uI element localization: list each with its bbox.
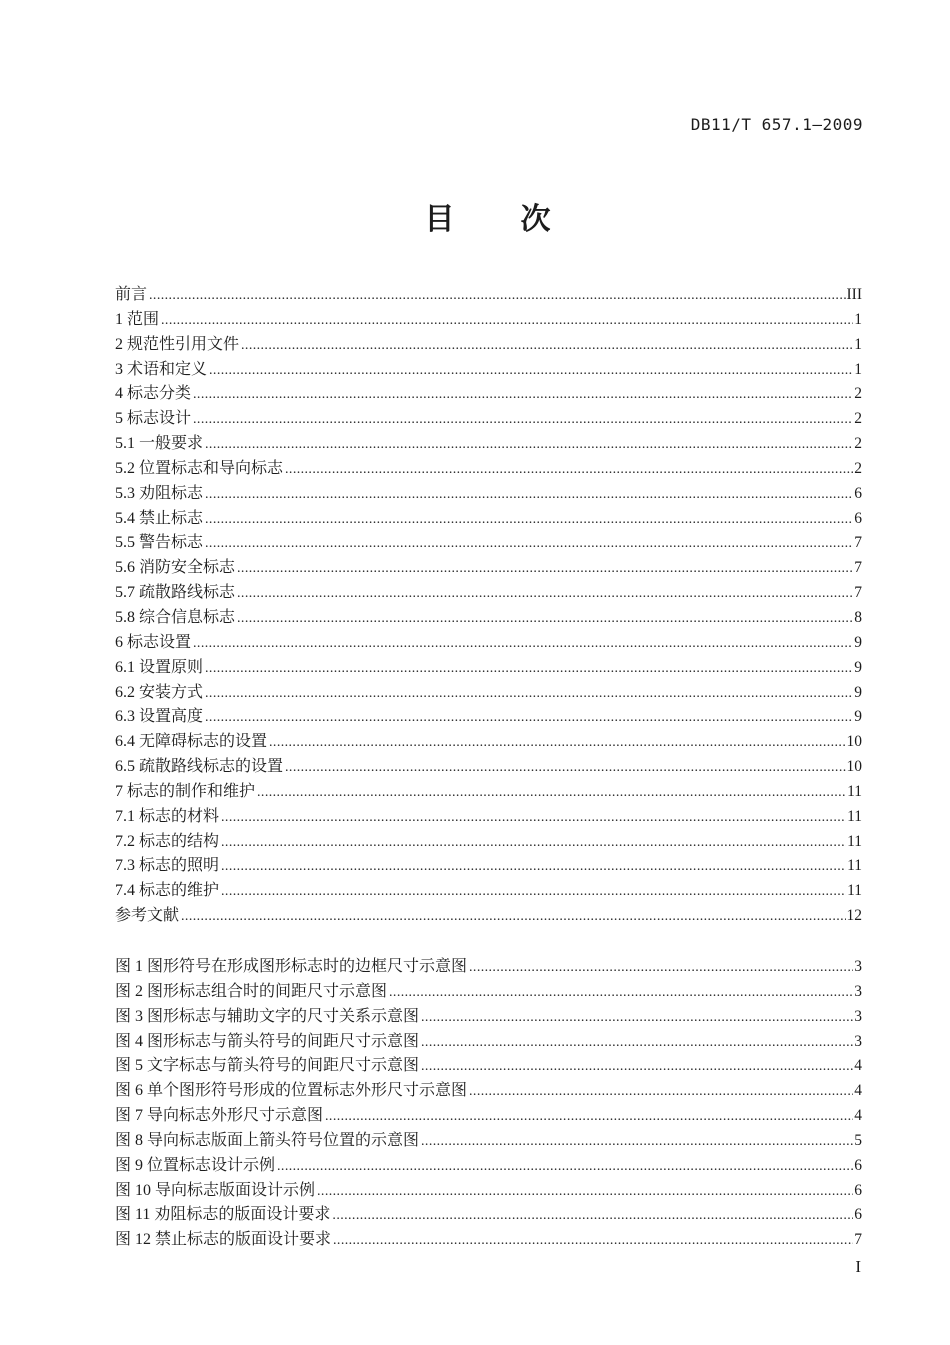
toc-figure-entry-page: 7 (854, 1231, 862, 1249)
toc-entry (115, 405, 862, 430)
toc-entry-page: 1 (854, 310, 862, 328)
toc-entry-page: 9 (854, 708, 862, 726)
toc-entry-page: 9 (854, 658, 862, 676)
toc-entry-page: 9 (854, 683, 862, 701)
toc-entry (115, 281, 862, 306)
toc-figure-entry (115, 1003, 862, 1028)
toc-entry-page: 11 (847, 857, 862, 875)
dot-leader (205, 710, 853, 726)
toc-figure-entry-page: 4 (854, 1107, 862, 1125)
toc-entry-label: 7.3 标志的照明 (115, 857, 220, 875)
toc-entry-label: 6.5 疏散路线标志的设置 (115, 758, 284, 776)
toc-entry (115, 380, 862, 405)
toc-entry-page: 11 (847, 832, 862, 850)
dot-leader (205, 686, 853, 702)
toc-figure-entry-label: 图 3 图形标志与辅助文字的尺寸关系示意图 (115, 1007, 420, 1025)
toc-figure-entry (115, 1077, 862, 1102)
toc-entry-page: 10 (846, 733, 862, 751)
toc-entry-label: 7 标志的制作和维护 (115, 782, 256, 800)
toc-entry (115, 455, 862, 480)
dot-leader (237, 561, 853, 577)
dot-leader (241, 338, 853, 354)
toc-entry (115, 728, 862, 753)
toc-figure-entry (115, 953, 862, 978)
dot-leader (221, 835, 846, 851)
toc-entry (115, 430, 862, 455)
toc-entry (115, 356, 862, 381)
dot-leader (421, 1134, 853, 1150)
dot-leader (285, 462, 853, 478)
toc-main-list (115, 281, 862, 927)
toc-entry-label: 5.7 疏散路线标志 (115, 584, 236, 602)
toc-entry (115, 505, 862, 530)
toc-entry-page: 12 (846, 907, 862, 925)
toc-entry (115, 703, 862, 728)
toc-figure-entry-label: 图 5 文字标志与箭头符号的间距尺寸示意图 (115, 1057, 420, 1075)
dot-leader (221, 810, 846, 826)
dot-leader (205, 487, 853, 503)
dot-leader (389, 985, 853, 1001)
doc-number: DB11/T 657.1—2009 (690, 115, 863, 134)
dot-leader (237, 611, 853, 627)
toc-figure-entry (115, 1102, 862, 1127)
toc-entry-label: 2 规范性引用文件 (115, 335, 240, 353)
dot-leader (205, 512, 853, 528)
toc-entry-label: 5 标志设计 (115, 410, 192, 428)
toc-entry-page: 6 (854, 509, 862, 527)
toc-entry-label: 参考文献 (115, 907, 180, 925)
toc-figure-entry (115, 1226, 862, 1251)
dot-leader (469, 1084, 853, 1100)
toc-entry-page: 2 (854, 385, 862, 403)
toc-figure-entry-label: 图 9 位置标志设计示例 (115, 1156, 276, 1174)
toc-entry-page: 7 (854, 584, 862, 602)
toc-figure-entry-label: 图 8 导向标志版面上箭头符号位置的示意图 (115, 1131, 420, 1149)
toc-figure-entry-label: 图 1 图形符号在形成图形标志时的边框尺寸示意图 (115, 958, 468, 975)
dot-leader (221, 884, 846, 900)
toc-figure-entry-page: 6 (854, 1181, 862, 1199)
dot-leader (193, 412, 853, 428)
toc-figure-entry-page: 6 (854, 1206, 862, 1224)
toc-entry-page: 8 (854, 608, 862, 626)
toc-figure-entry-label: 图 7 导向标志外形尺寸示意图 (115, 1107, 324, 1125)
toc-figure-entry-label: 图 10 导向标志版面设计示例 (115, 1181, 316, 1199)
dot-leader (421, 1059, 853, 1075)
toc-figure-entry-label: 图 6 单个图形符号形成的位置标志外形尺寸示意图 (115, 1082, 468, 1100)
toc-entry (115, 902, 862, 927)
toc-figure-entry (115, 1127, 862, 1152)
dot-leader (205, 661, 853, 677)
toc-entry-label: 7.2 标志的结构 (115, 832, 220, 850)
toc-entry-label: 6.3 设置高度 (115, 708, 204, 726)
dot-leader (181, 909, 845, 925)
toc-entry-label: 6 标志设置 (115, 633, 192, 651)
toc-entry-label: 5.1 一般要求 (115, 435, 204, 453)
toc-entry-label: 6.4 无障碍标志的设置 (115, 733, 268, 751)
toc-entry (115, 852, 862, 877)
toc-figure-entry (115, 1201, 862, 1226)
toc-entry (115, 629, 862, 654)
dot-leader (237, 586, 853, 602)
toc-entry (115, 778, 862, 803)
dot-leader (317, 1184, 853, 1200)
toc-entry (115, 554, 862, 579)
toc-figure-entry-page: 3 (854, 1032, 862, 1050)
toc-figure-entry-page: 3 (854, 1007, 862, 1025)
dot-leader (332, 1208, 853, 1224)
toc-figure-entry (115, 1028, 862, 1053)
toc-entry (115, 480, 862, 505)
toc-entry-page: 7 (854, 534, 862, 552)
toc-figure-entry-page: 4 (854, 1057, 862, 1075)
toc-entry-label: 1 范围 (115, 310, 160, 328)
toc-entry-label: 5.2 位置标志和导向标志 (115, 459, 284, 477)
toc-entry-label: 5.6 消防安全标志 (115, 559, 236, 577)
toc-entry-label: 5.8 综合信息标志 (115, 608, 236, 626)
toc-entry-label: 7.1 标志的材料 (115, 807, 220, 825)
dot-leader (149, 288, 845, 304)
page-title: 目 次 (424, 203, 553, 236)
toc-entry-page: 7 (854, 559, 862, 577)
toc-figure-entry-label: 图 12 禁止标志的版面设计要求 (115, 1231, 332, 1249)
toc-entry-page: 2 (854, 459, 862, 477)
dot-leader (325, 1109, 853, 1125)
toc-entry (115, 654, 862, 679)
toc-entry-page: 11 (847, 882, 862, 900)
toc-entry-page: 6 (854, 484, 862, 502)
toc-entry (115, 604, 862, 629)
toc-entry-page: 1 (854, 335, 862, 353)
dot-leader (269, 735, 845, 751)
toc-entry-label: 5.4 禁止标志 (115, 509, 204, 527)
toc-entry (115, 529, 862, 554)
toc-entry (115, 877, 862, 902)
toc-entry-label: 6.1 设置原则 (115, 658, 204, 676)
dot-leader (193, 636, 853, 652)
toc-figures-list (115, 953, 862, 1251)
dot-leader (257, 785, 846, 801)
toc-figure-entry-page: 6 (854, 1156, 862, 1174)
toc-figure-entry (115, 1152, 862, 1177)
toc-figure-entry (115, 1177, 862, 1202)
toc-figure-entry-label: 图 11 劝阻标志的版面设计要求 (115, 1206, 331, 1224)
toc-entry (115, 331, 862, 356)
toc-figure-entry (115, 1052, 862, 1077)
toc-entry-page: 2 (854, 435, 862, 453)
dot-leader (221, 859, 846, 875)
toc-entry-page: 11 (847, 782, 862, 800)
toc-figure-entry-page: 3 (854, 982, 862, 1000)
dot-leader (161, 313, 853, 329)
toc-figure-entry-label: 图 2 图形标志组合时的间距尺寸示意图 (115, 982, 388, 1000)
toc-entry (115, 828, 862, 853)
dot-leader (421, 1035, 853, 1051)
dot-leader (421, 1010, 853, 1026)
toc-entry (115, 679, 862, 704)
toc-figure-entry-label: 图 4 图形标志与箭头符号的间距尺寸示意图 (115, 1032, 420, 1050)
toc-entry-page: 9 (854, 633, 862, 651)
toc-entry (115, 579, 862, 604)
dot-leader (205, 437, 853, 453)
toc-entry-page: 1 (854, 360, 862, 378)
dot-leader (285, 760, 845, 776)
toc-entry-label: 6.2 安装方式 (115, 683, 204, 701)
dot-leader (209, 363, 853, 379)
toc-entry-page: 10 (846, 758, 862, 776)
toc-figure-entry-page: 3 (854, 958, 862, 975)
toc-entry (115, 803, 862, 828)
dot-leader (205, 536, 853, 552)
dot-leader (193, 387, 853, 403)
toc-entry-label: 5.3 劝阻标志 (115, 484, 204, 502)
toc-entry-label: 4 标志分类 (115, 385, 192, 403)
dot-leader (469, 960, 853, 976)
toc-figure-entry-page: 5 (854, 1131, 862, 1149)
footer-page-number: I (855, 1257, 861, 1276)
toc-entry-label: 5.5 警告标志 (115, 534, 204, 552)
toc-entry-label: 7.4 标志的维护 (115, 882, 220, 900)
toc-entry-page: 2 (854, 410, 862, 428)
dot-leader (277, 1159, 853, 1175)
toc-entry-label: 3 术语和定义 (115, 360, 208, 378)
toc-entry (115, 753, 862, 778)
toc-entry-page: 11 (847, 807, 862, 825)
toc-figure-entry (115, 978, 862, 1003)
toc-entry-page: III (846, 286, 862, 303)
toc-entry-label: 前言 (115, 286, 148, 303)
dot-leader (333, 1233, 853, 1249)
toc-entry (115, 306, 862, 331)
toc-figure-entry-page: 4 (854, 1082, 862, 1100)
